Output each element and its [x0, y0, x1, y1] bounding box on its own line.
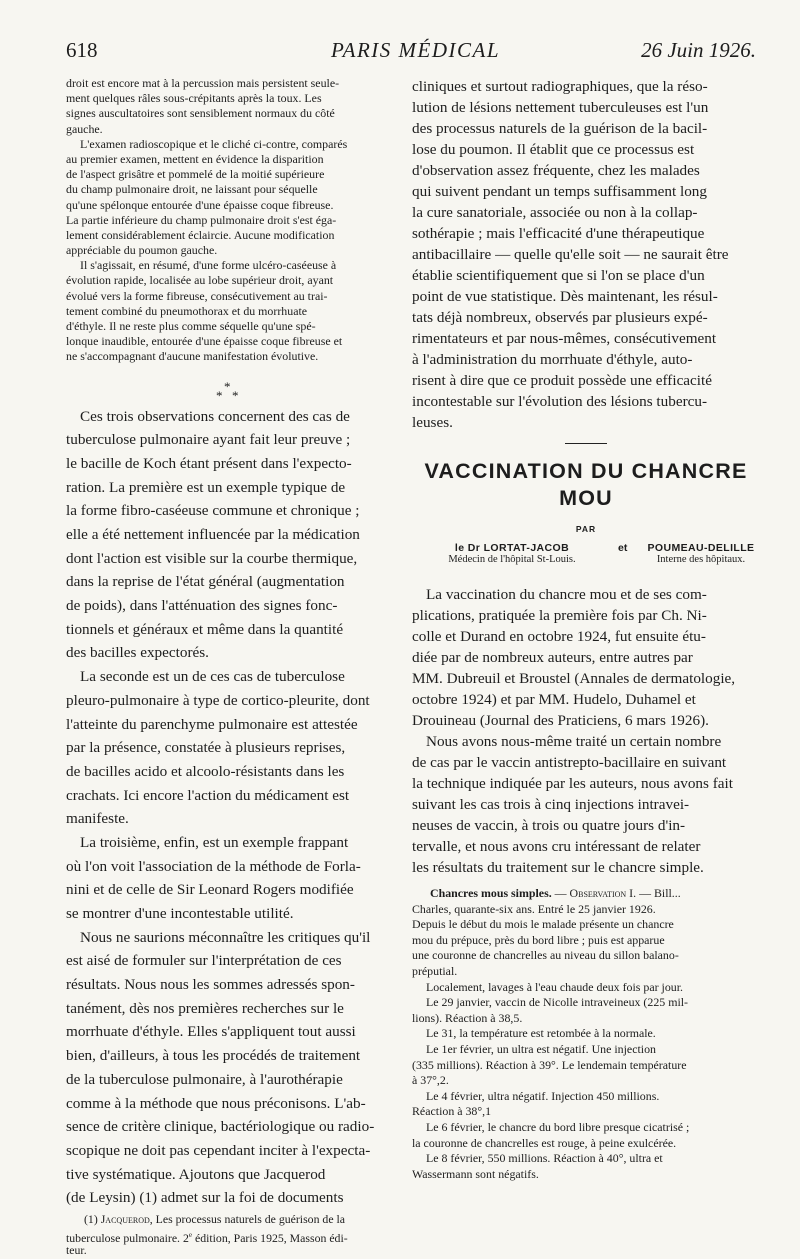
star-ornament: * [224, 378, 231, 394]
text-line: manifeste. [66, 810, 129, 828]
text-line: les résultats du traitement sur le chancre simple. [412, 859, 704, 876]
text-line: une couronne de chancrelles au niveau du sillon balano- [412, 948, 679, 963]
text-line: La troisième, enfin, est un exemple frappant [80, 833, 349, 851]
observation-text [412, 902, 760, 1183]
article-title: VACCINATION DU CHANCRE MOU [424, 459, 748, 510]
text-line: Réaction à 38°,1 [412, 1104, 492, 1119]
text-line: dans la reprise de l'état général (augmentation [66, 573, 345, 591]
text-line: colle et Durand en octobre 1924, fut ensuite étu- [412, 628, 706, 645]
text-line: d'observation assez fréquente, chez les malades [412, 162, 700, 179]
text-line: Le 8 février, 550 millions. Réaction à 40°, ultra et [426, 1151, 663, 1166]
main-text [66, 405, 396, 1210]
text-line: gauche. [66, 121, 103, 136]
text-line: lions). Réaction à 38,5. [412, 1010, 523, 1025]
text-line: qu'une spélonque entourée d'une épaisse coque fibreuse. [66, 197, 334, 212]
text-line: dont l'action est visible sur la courbe thermique, [66, 549, 358, 567]
text-line: tervalle, et nous avons cru intéressant de relater [412, 838, 701, 855]
text-line: la forme fibro-caséeuse commune et chronique ; [66, 502, 360, 520]
text-line: lonque inaudible, entourée d'une épaisse coque fibreuse et [66, 334, 343, 349]
text-line: de bacilles acido et alcoolo-résistants dans les [66, 762, 345, 780]
text-line: octobre 1924) et par MM. Hudelo, Duhamel et [412, 691, 696, 708]
author-poumeau-delille: POUMEAU-DELILLE Interne des hôpitaux. [647, 542, 755, 565]
text-line: la technique indiquée par les auteurs, nous avons fait [412, 775, 733, 792]
text-line: Depuis le début du mois le malade présente un chancre [412, 917, 674, 932]
text-line: (de Leysin) (1) admet sur la foi de documents [66, 1189, 344, 1207]
text-line: ration. La première est un exemple typique de [66, 478, 346, 496]
journal-title: PARIS MÉDICAL [331, 38, 501, 62]
text-line: tuberculose pulmonaire ayant fait leur preuve ; [66, 431, 351, 449]
text-line: bien, d'ailleurs, à tous les procédés de traitement [66, 1047, 361, 1065]
text-line: Drouineau (Journal des Praticiens, 6 mars 1926). [412, 712, 709, 729]
text-line: l'atteinte du parenchyme pulmonaire est attestée [66, 715, 358, 733]
footnote-line [66, 1212, 396, 1228]
text-line: MM. Dubreuil et Broustel (Annales de dermatologie, [412, 670, 736, 687]
text-line: crachats. Ici encore l'action du médicament est [66, 786, 350, 804]
text-line: Localement, lavages à l'eau chaude deux fois par jour. [426, 979, 684, 994]
text-line: tats déjà nombreux, observés par plusieurs expé- [412, 309, 708, 326]
text-line: évolution rapide, localisée au lobe supérieur droit, ayant [66, 273, 334, 288]
text-line: la couronne de chancrelles est rouge, à peine exulcérée. [412, 1135, 677, 1150]
text-line: de cas par le vaccin antistrepto-bacillaire en suivant [412, 754, 727, 771]
continued-text [412, 76, 760, 433]
text-line: suivant les cas trois à cinq injections intravei- [412, 796, 690, 813]
text-line: risent à dire que ce produit possède une efficacité [412, 372, 712, 389]
text-line: où l'on voit l'association de la méthode de Forla- [66, 857, 361, 875]
text-line: préputial. [412, 963, 458, 978]
text-line: (335 millions). Réaction à 39°. Le lendemain température [412, 1057, 687, 1072]
text-line: sence de critère clinique, bactériologique ou radio- [66, 1118, 375, 1136]
text-line: Le 31, la température est retombée à la normale. [426, 1026, 656, 1041]
text-line: L'examen radioscopique et le cliché ci-contre, comparés [80, 136, 348, 151]
text-line: d'éthyle. Il ne reste plus comme séquelle qu'une spé- [66, 319, 316, 333]
text-line: Ces trois observations concernent des cas de [80, 407, 350, 425]
text-line: La seconde est un de ces cas de tuberculose [80, 668, 345, 686]
text-line: antibacillaire — quelle qu'elle soit — ne saurait être [412, 246, 729, 263]
text-line: appréciable du poumon gauche. [66, 243, 218, 258]
text-line: comme à la méthode que nous préconisons. L'ab- [66, 1094, 366, 1112]
text-line: mou du prépuce, près du bord libre ; puis est apparue [412, 932, 665, 947]
authors [412, 542, 760, 576]
section-separator [66, 375, 396, 409]
text-line: des processus naturels de la guérison de la bacil- [412, 120, 708, 137]
footnote-line: tuberculose pulmonaire. 2e édition, Paris 1925, Masson édi- [66, 1230, 348, 1245]
text-line: lose du poumon. Il établit que ce processus est [412, 141, 695, 158]
text-line: tement combiné du pneumothorax et du morrhuate [66, 303, 308, 318]
footnote-text: , Les processus naturels de guérison de la [149, 1211, 346, 1226]
text-line: Nous avons nous-même traité un certain nombre [426, 733, 722, 750]
text-line: tive systématique. Ajoutons que Jacquerod [66, 1165, 326, 1183]
text-line: La vaccination du chancre mou et de ses com- [426, 586, 707, 603]
author-lortat-jacob: le Dr LORTAT-JACOB Médecin de l'hôpital St-Louis. [448, 542, 576, 565]
text-line: Wassermann sont négatifs. [412, 1166, 539, 1181]
text-line: droit est encore mat à la percussion mais persistent seule- [66, 76, 340, 90]
case-text [66, 76, 396, 365]
footnote-line: teur. [66, 1243, 87, 1258]
text-line: établie scientifiquement que si l'on se place d'un [412, 267, 705, 284]
text-line: nini et de celle de Sir Leonard Rogers modifiée [66, 881, 354, 899]
text-line: lution de lésions nettement tuberculeuses est l'un [412, 99, 709, 116]
star-ornament: * [216, 387, 223, 403]
page-header [66, 38, 756, 68]
text-line: au premier examen, mettent en évidence la disparition [66, 151, 324, 166]
text-line: scopique ne doit pas cependant inciter à l'expecta- [66, 1141, 371, 1159]
text-line: neuses de vaccin, à trois ou quatre jours d'in- [412, 817, 686, 834]
text-line: du champ pulmonaire droit, ne laissant pour séquelle [66, 182, 318, 197]
right-column [412, 76, 760, 1182]
text-line: plications, pratiquée la première fois par Ch. Ni- [412, 607, 707, 624]
text-line: ne s'accompagnant d'aucune manifestation évolutive. [66, 349, 319, 364]
text-line: tionnels et généraux et même dans la quantité [66, 620, 344, 638]
observation [412, 886, 760, 902]
left-column [66, 76, 396, 1259]
text-line: des bacilles expectorés. [66, 644, 209, 662]
text-line: Le 4 février, ultra négatif. Injection 450 millions. [426, 1088, 660, 1103]
text-line: leuses. [412, 414, 453, 431]
text-line: évolué vers la forme fibreuse, consécutivement au trai- [66, 288, 328, 303]
text-line: Nous ne saurions méconnaître les critiques qu'il [80, 928, 371, 946]
page-number: 618 [66, 38, 98, 62]
text-line: La partie inférieure du champ pulmonaire droit s'est éga- [66, 212, 337, 227]
text-line: est aisé de formuler sur l'interprétation de ces [66, 952, 342, 970]
text-line: Charles, quarante-six ans. Entré le 25 janvier 1926. [412, 901, 656, 916]
text-line: le bacille de Koch étant présent dans l'expecto- [66, 454, 352, 472]
text-line: diée par de nombreux auteurs, entre autres par [412, 649, 693, 666]
text-line: signes auscultatoires sont sensiblement normaux du côté [66, 106, 335, 121]
text-line: la cure sanatoriale, associée ou non à la collap- [412, 204, 698, 221]
text-line: par la présence, constatée à plusieurs reprises, [66, 739, 346, 757]
text-line: Il s'agissait, en résumé, d'une forme ulcéro-caséeuse à [80, 258, 337, 273]
footnote-author: Jacquerod [100, 1211, 150, 1226]
footnote [66, 1212, 396, 1259]
issue-date: 26 Juin 1926. [641, 38, 756, 62]
text-line: qui suivent pendant un temps suffisamment long [412, 183, 707, 200]
text-line: pleuro-pulmonaire à type de cortico-pleurite, dont [66, 691, 370, 709]
text-line: sothérapie ; mais l'efficacité d'une thérapeutique [412, 225, 705, 242]
byline-par: PAR [575, 524, 597, 534]
author-conjunction: et [618, 542, 628, 554]
text-line: cliniques et surtout radiographiques, que la réso- [412, 78, 708, 95]
article-divider [565, 443, 607, 444]
text-line: rimentateurs et par nous-mêmes, consécutivement [412, 330, 717, 347]
footnote-mark: (1) [84, 1211, 98, 1226]
text-line: ment quelques râles sous-crépitants après la toux. Les [66, 91, 322, 106]
text-line: Le 1er février, un ultra est négatif. Une injection [426, 1041, 656, 1056]
text-line: Le 6 février, le chancre du bord libre presque cicatrisé ; [426, 1119, 690, 1134]
text-line: point de vue statistique. Dès maintenant, les résul- [412, 288, 718, 305]
observation-heading: Chancres mous simples. — Observation I. — Bill... [430, 886, 681, 900]
text-line: morrhuate d'éthyle. Elles s'appliquent tout aussi [66, 1023, 356, 1041]
star-ornament: * [232, 387, 239, 403]
article-intro-text [412, 584, 760, 878]
text-line: se montrer d'une incontestable utilité. [66, 905, 294, 922]
text-line: tanément, dès nos premières recherches sur le [66, 999, 344, 1017]
text-line: Le 29 janvier, vaccin de Nicolle intraveineux (225 mil- [426, 995, 689, 1010]
text-line: à l'administration du morrhuate d'éthyle, auto- [412, 351, 693, 368]
text-line: de la tuberculose pulmonaire, à l'aurothérapie [66, 1070, 343, 1088]
text-line: résultats. Nous nous les sommes adressés spon- [66, 976, 355, 994]
text-line: lement considérablement éclaircie. Aucune modification [66, 227, 335, 242]
text-line: à 37°,2. [412, 1073, 449, 1088]
text-line: de l'aspect grisâtre et pommelé de la moitié supérieure [66, 167, 325, 182]
text-line: incontestable sur l'évolution des lésions tubercu- [412, 393, 708, 410]
text-line: elle a été nettement influencée par la médication [66, 526, 360, 543]
text-line: de poids), dans l'atténuation des signes fonc- [66, 597, 338, 615]
